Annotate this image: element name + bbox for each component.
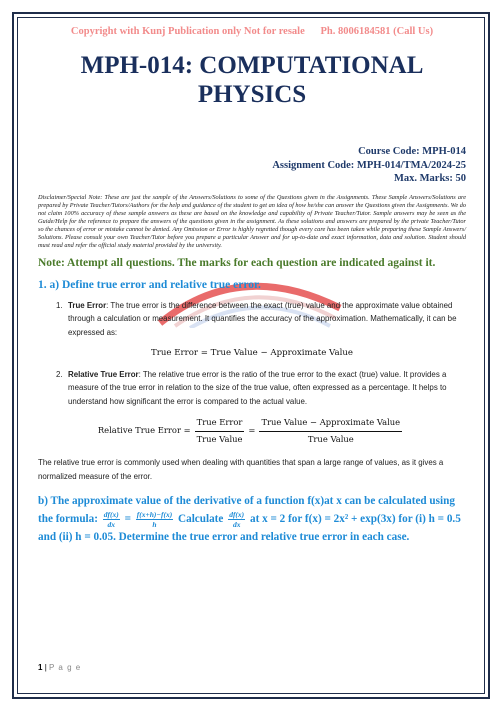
fraction — [195, 416, 245, 446]
fraction-denominator: h — [152, 520, 157, 529]
copyright-text: Copyright with Kunj Publication only Not for resale — [70, 26, 305, 37]
assignment-code: Assignment Code: MPH-014/TMA/2024-25 — [272, 159, 466, 171]
fraction-numerator: True Value − Approximate Value — [259, 416, 402, 432]
page-number: 1 — [38, 663, 43, 672]
fraction-numerator: True Error — [195, 416, 245, 432]
page-title: MPH-014: COMPUTATIONAL PHYSICS — [80, 52, 424, 108]
fraction-numerator: df(x) — [229, 510, 245, 519]
definition-item — [56, 299, 466, 340]
copyright-header — [38, 26, 466, 37]
fraction-denominator: True Value — [307, 433, 354, 444]
page-content — [38, 20, 466, 546]
question-1a: 1. a) Define true error and relative true error. — [38, 278, 261, 291]
question-1b — [38, 493, 466, 546]
fraction — [259, 416, 402, 446]
assignment-meta — [38, 145, 466, 186]
equals-sign: = — [248, 425, 256, 436]
fraction-denominator: dx — [107, 520, 116, 529]
true-error-formula: True Error = True Value − Approximate Value — [151, 348, 353, 358]
definition-term: Relative True Error — [68, 369, 139, 379]
definition-term: True Error — [68, 300, 107, 310]
question-1b-text: Calculate — [178, 513, 224, 526]
page-footer — [38, 663, 81, 672]
definition-list — [38, 299, 466, 484]
phone-text: Ph. 8006184581 (Call Us) — [320, 26, 434, 37]
fraction-numerator: f(x+h)−f(x) — [136, 510, 173, 519]
relative-error-formula — [38, 416, 466, 446]
derivative-fraction — [103, 510, 120, 529]
equals-sign: = — [124, 513, 131, 526]
definition-text: : The relative true error is the ratio of the true error to the exact (true) value. It provides a measure of the true error in relation to the size of the true value, often expressed as a percentage. It helps to understand how significant the error is compared to the actual value. — [68, 369, 447, 406]
fraction-denominator: dx — [232, 520, 241, 529]
question-1b-text: at x = 2 for f(x) = 2x² + exp(3x) for (i) h = 0.5 and (ii) h = 0.05. Determine the true error and relative true error in each case. — [38, 513, 461, 543]
difference-quotient-fraction — [136, 510, 173, 529]
definition-number: 1. — [56, 300, 63, 310]
fraction-numerator: df(x) — [103, 510, 119, 519]
course-code: Course Code: MPH-014 — [358, 146, 466, 157]
definition-number: 2. — [56, 369, 63, 379]
closing-paragraph: The relative true error is commonly used when dealing with quantities that span a large range of values, as it gives a normalized measure of the error. — [38, 458, 444, 481]
formula-lhs: Relative True Error = — [97, 425, 191, 436]
page-label: P a g e — [49, 663, 82, 672]
instruction-note: Note: Attempt all questions. The marks for each question are indicated against it. — [38, 256, 436, 269]
max-marks: Max. Marks: 50 — [393, 173, 466, 184]
definition-item — [56, 368, 466, 409]
fraction-denominator: True Value — [196, 433, 243, 444]
definition-text: : The true error is the difference between the exact (true) value and the approximate value obtained through a calculation or measurement. It quantifies the accuracy of the approximation. Mathematically, it can be expressed as: — [68, 300, 457, 337]
footer-separator: | — [44, 663, 49, 672]
question-1b-text: b) The approximate value of the derivative of a function f(x)at x can be calculated using the formula: — [38, 495, 455, 526]
derivative-fraction — [228, 510, 245, 529]
disclaimer: Disclaimer/Special Note: These are just the sample of the Answers/Solutions to some of the Questions given in the Assignments. These Sample Answers/Solutions are prepared by Private Teacher/Tutors/Authors for the help and guidance of the student to get an idea of how he/she can answer the Questions given the Assignments. We do not claim 100% accuracy of these sample answers as these are based on the knowledge and capability of Private Teacher/Tutor. Sample answers may be seen as the Guide/Help for the reference to prepare the answers of the questions given in the assignment. As these solutions and answers are prepared by the private Teacher/Tutor so the chances of error or mistake cannot be denied. Any Omission or Error is highly regretted though every care has been taken while preparing these Sample Answers/ Solutions. Please consult your own Teacher/Tutor before you prepare a particular Answer and for up-to-date and exact information, data and solution. Student should must read and refer the official study material provided by the university. — [38, 193, 466, 249]
